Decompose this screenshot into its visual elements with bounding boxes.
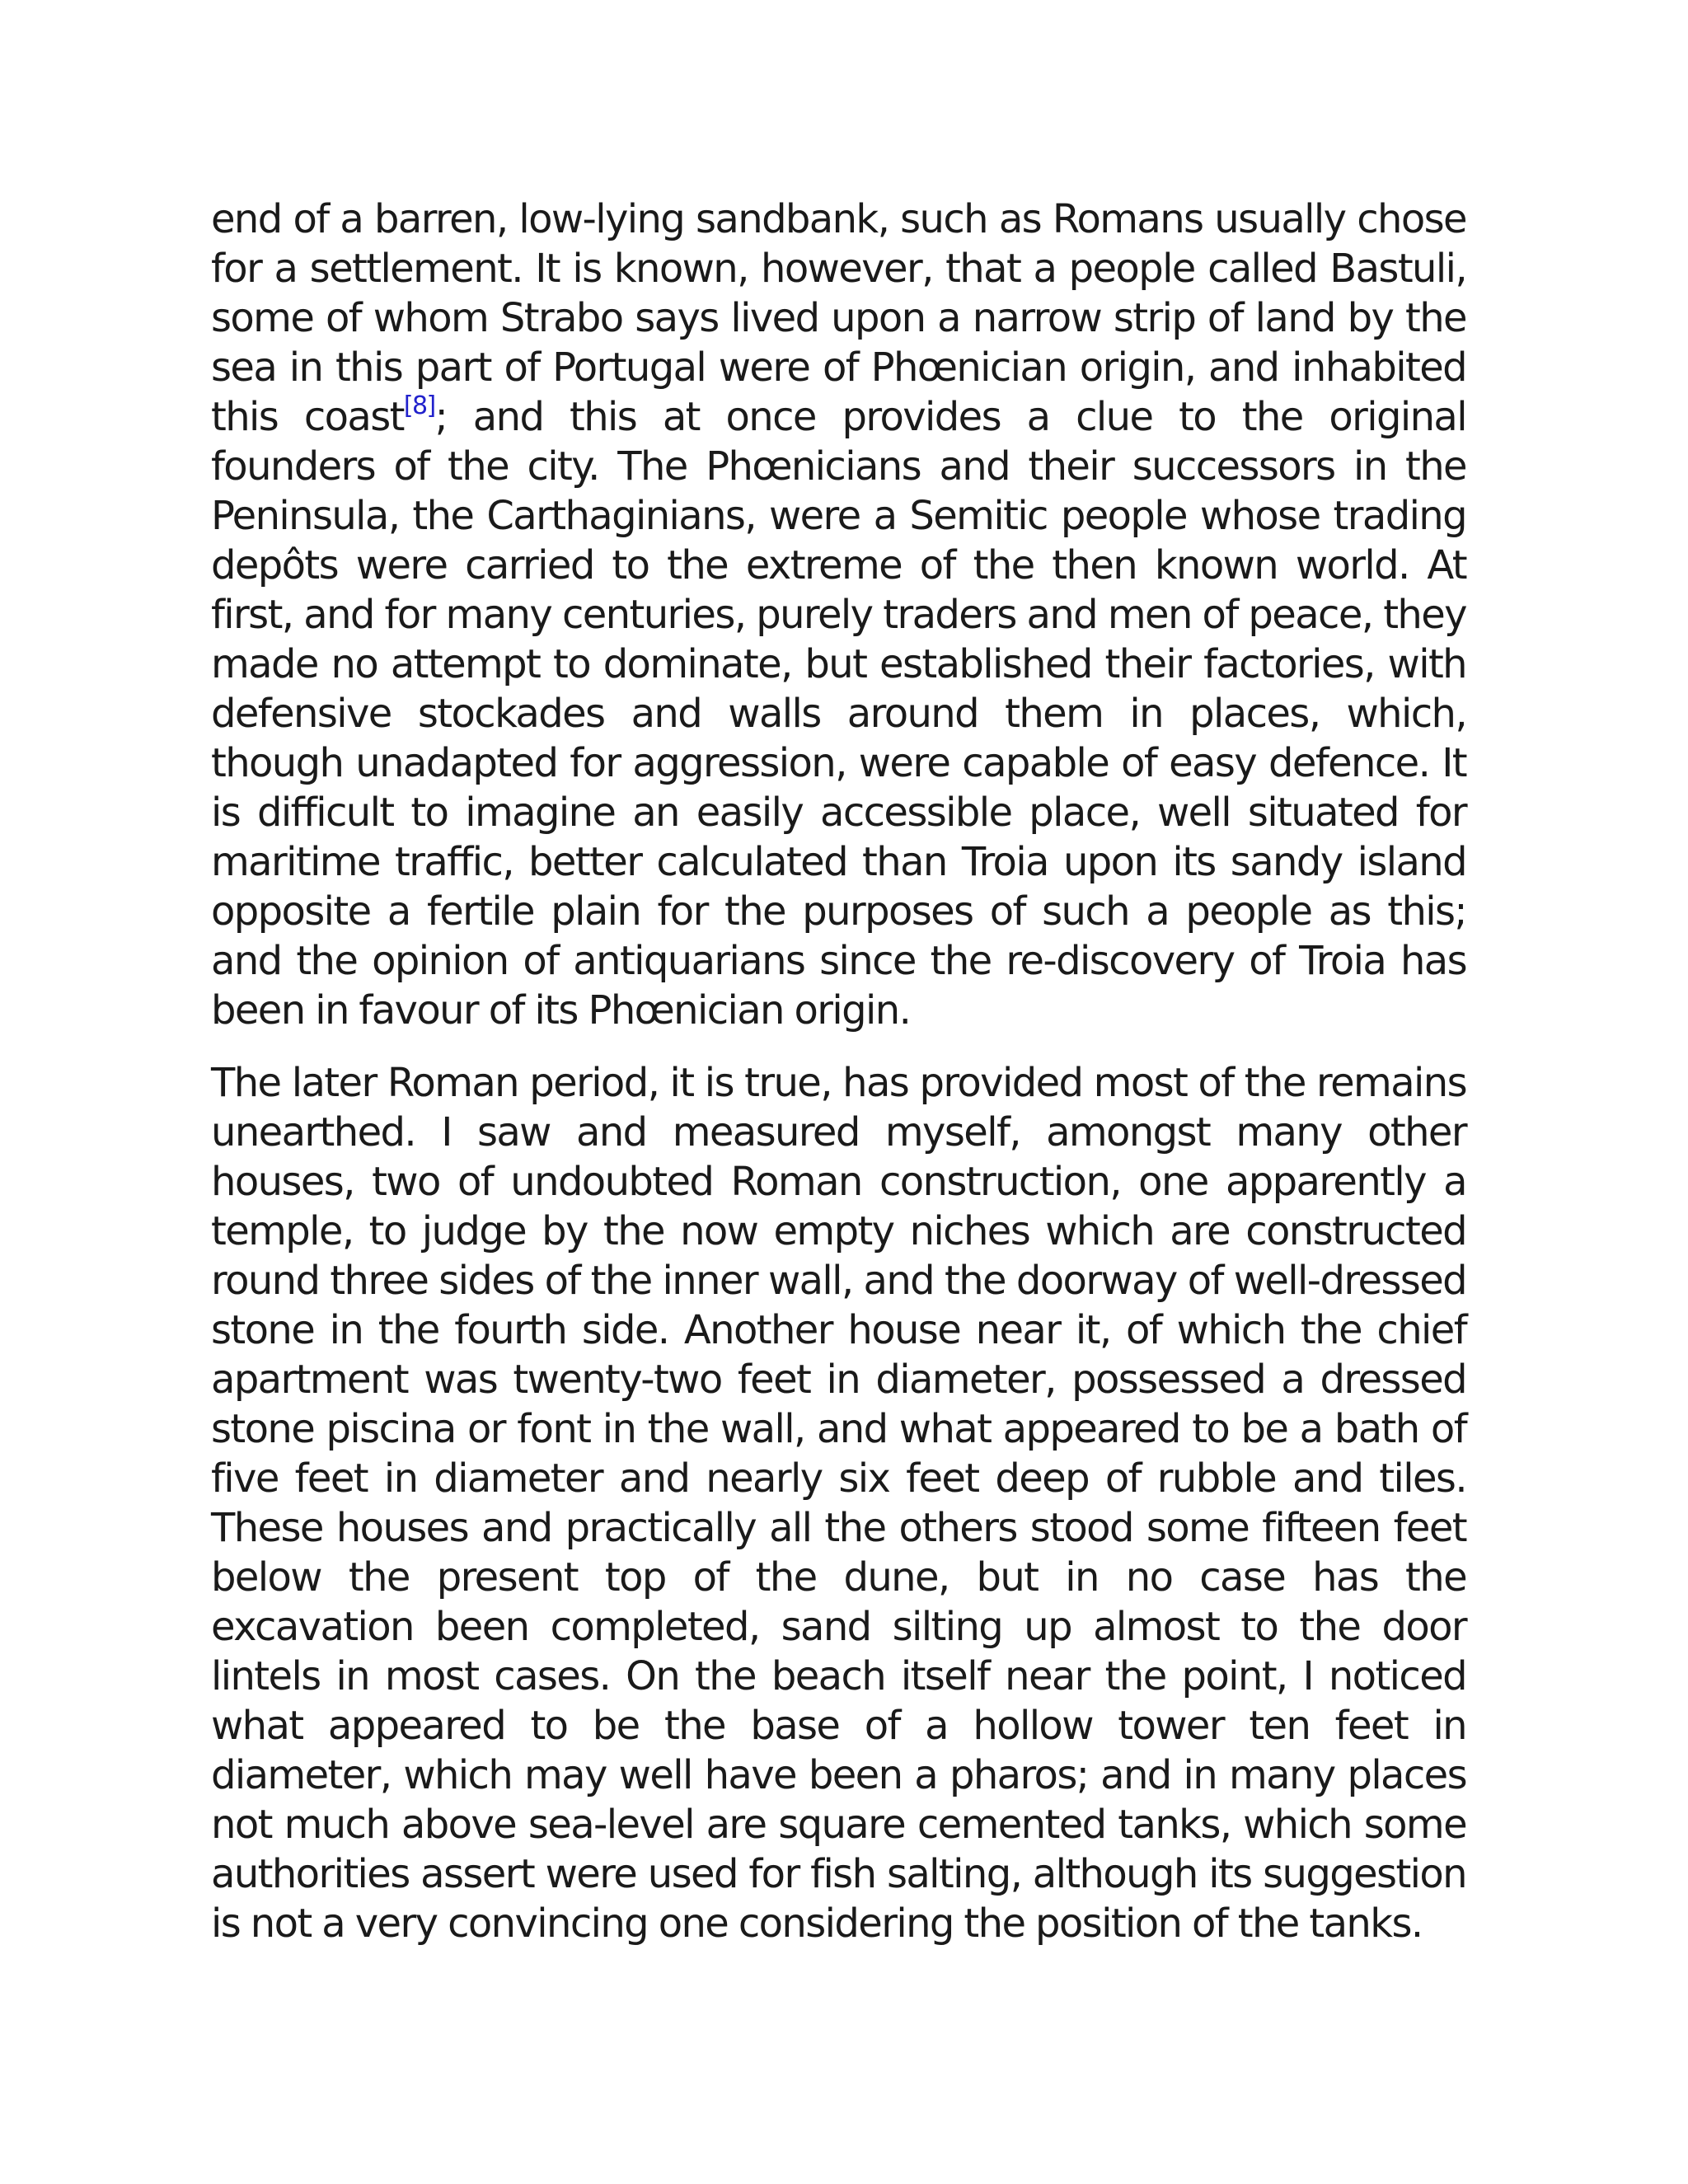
paragraph-1 — [211, 194, 1466, 1035]
paragraph-2: The later Roman period, it is true, has provided most of the remains unearthed. I saw and measured myself, amongst many other houses, two of undoubted Roman construction, one apparently a temple, to judge by the now empty niches which are constructed round three sides of the inner wall, and the doorway of well-dressed stone in the fourth side. Another house near it, of which the chief apartment was twenty-two feet in diameter, possessed a dressed stone piscina or font in the wall, and what appeared to be a bath of five feet in diameter and nearly six feet deep of rubble and tiles. These houses and practically all the others stood some fifteen feet below the present top of the dune, but in no case has the excavation been completed, sand silting up almost to the door lintels in most cases. On the beach itself near the point, I noticed what appeared to be the base of a hollow tower ten feet in diameter, which may well have been a pharos; and in many places not much above sea-level are square cemented tanks, which some authorities assert were used for fish salting, although its suggestion is not a very convincing one considering the position of the tanks. — [211, 1060, 1466, 1947]
paragraph-1-text-end: ; and this at once provides a clue to the original founders of the city. The Phœnicians and their successors in the Peninsula, the Carthaginians, were a Semitic people whose trading depôts were carried to the extreme of the then known world. At first, and for many centuries, purely traders and men of peace, they made no attempt to dominate, but established their factories, with defensive stockades and walls around them in places, which, though unadapted for aggression, were capable of easy defence. It is difficult to imagine an easily accessible place, well situated for maritime traffic, better calculated than Troia upon its sandy island opposite a fertile plain for the purposes of such a people as this; and the opinion of antiquarians since the re-discovery of Troia has been in favour of its Phœnician origin. — [211, 394, 1466, 1033]
paragraph-1-text-start: end of a barren, low-lying sandbank, such as Romans usually chose for a settlement. It is known, however, that a people called Bastuli, some of whom Strabo says lived upon a narrow strip of land by the sea in this part of Portugal were of Phœnician origin, and inhabited this coast — [211, 196, 1466, 440]
book-page — [211, 194, 1466, 1971]
footnote-link[interactable]: [8] — [403, 391, 435, 420]
